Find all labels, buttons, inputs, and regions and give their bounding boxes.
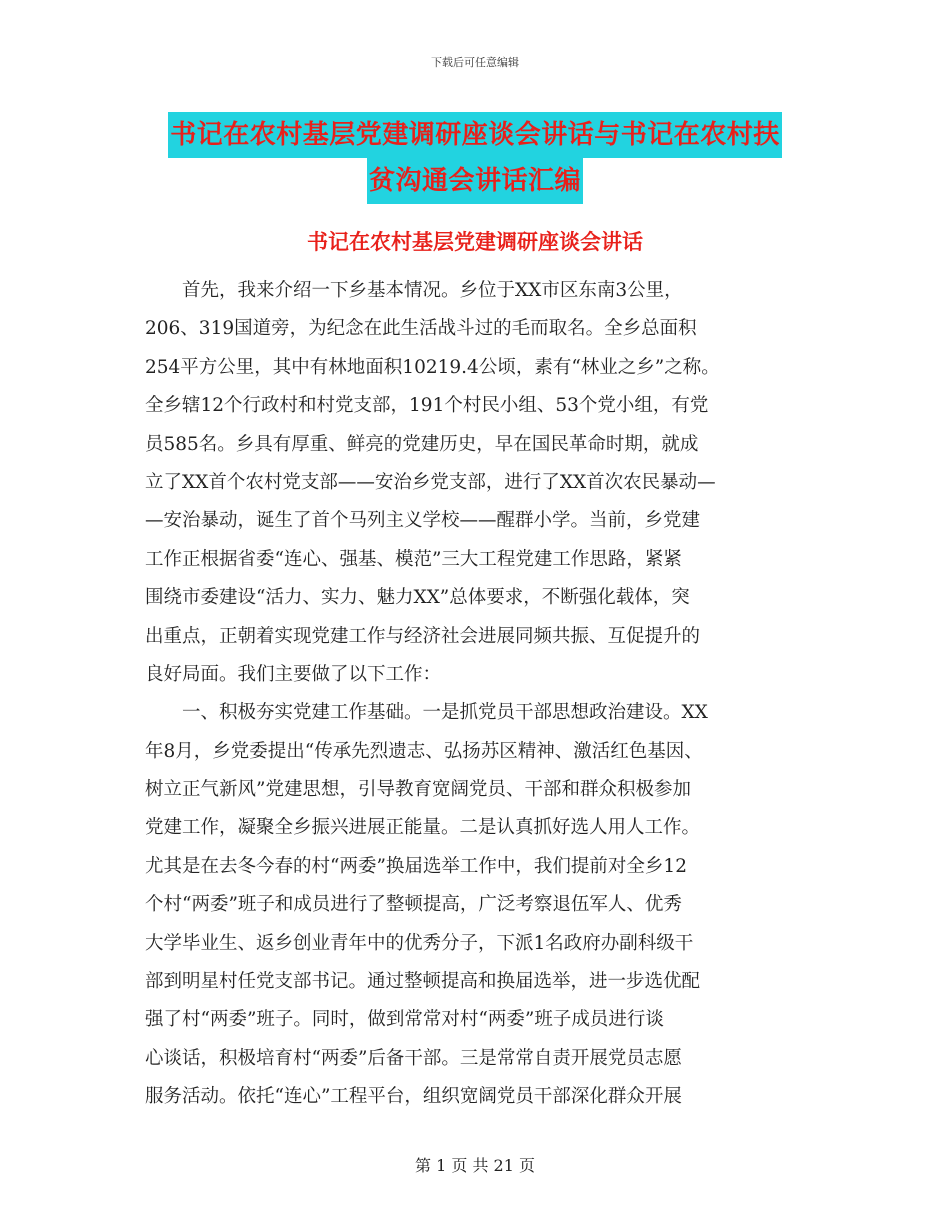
body-line: 心谈话，积极培育村“两委”后备干部。三是常常自责开展党员志愿: [145, 1047, 682, 1069]
body-line: 254平方公里，其中有林地面积10219.4公顷，素有“林业之乡”之称。: [145, 356, 720, 378]
body-line: 强了村“两委”班子。同时，做到常常对村“两委”班子成员进行谈: [145, 1009, 664, 1031]
body-line: 员585名。乡具有厚重、鲜亮的党建历史，早在国民革命时期，就成: [145, 433, 699, 455]
body-line: 部到明星村任党支部书记。通过整顿提高和换届选举，进一步选优配: [145, 971, 701, 993]
document-title: [0, 112, 950, 204]
body-line: 大学毕业生、返乡创业青年中的优秀分子，下派1名政府办副科级干: [145, 932, 694, 954]
body-line: 党建工作，凝聚全乡振兴进展正能量。二是认真抓好选人用人工作。: [145, 817, 701, 839]
document-title-line-1: 书记在农村基层党建调研座谈会讲话与书记在农村扶: [168, 112, 782, 158]
header-note: 下载后可任意编辑: [431, 56, 519, 69]
body-line: 立了XX首个农村党支部——安治乡党支部，进行了XX首次农民暴动—: [145, 471, 716, 493]
body-line: 206、319国道旁，为纪念在此生活战斗过的毛而取名。全乡总面积: [145, 318, 697, 340]
section-title: 书记在农村基层党建调研座谈会讲话: [307, 230, 643, 254]
body-line: 出重点，正朝着实现党建工作与经济社会进展同频共振、互促提升的: [145, 625, 701, 647]
body-line: 首先，我来介绍一下乡基本情况。乡位于XX市区东南3公里，: [145, 280, 683, 301]
body-text: [145, 272, 805, 1117]
body-line: 年8月，乡党委提出“传承先烈遗志、弘扬苏区精神、激活红色基因、: [145, 740, 703, 762]
body-line: 全乡辖12个行政村和村党支部，191个村民小组、53个党小组，有党: [145, 395, 709, 417]
body-line: 工作正根据省委“连心、强基、模范”三大工程党建工作思路，紧紧: [145, 548, 682, 570]
body-line: —安治暴动，诞生了首个马列主义学校——醒群小学。当前，乡党建: [145, 510, 701, 532]
page-footer: 第 1 页 共 21 页: [415, 1156, 535, 1175]
body-line: 一、积极夯实党建工作基础。一是抓党员干部思想政治建设。XX: [145, 702, 708, 724]
body-line: 服务活动。依托“连心”工程平台，组织宽阔党员干部深化群众开展: [145, 1086, 682, 1108]
body-line: 尤其是在去冬今春的村“两委”换届选举工作中，我们提前对全乡12: [145, 855, 687, 877]
document-title-line-2: 贫沟通会讲话汇编: [367, 158, 583, 204]
body-line: 围绕市委建设“活力、实力、魅力XX”总体要求，不断强化载体，突: [145, 587, 690, 609]
body-line: 树立正气新风”党建思想，引导教育宽阔党员、干部和群众积极参加: [145, 779, 691, 801]
body-line: 个村“两委”班子和成员进行了整顿提高，广泛考察退伍军人、优秀: [145, 894, 682, 916]
body-line: 良好局面。我们主要做了以下工作：: [145, 663, 442, 685]
